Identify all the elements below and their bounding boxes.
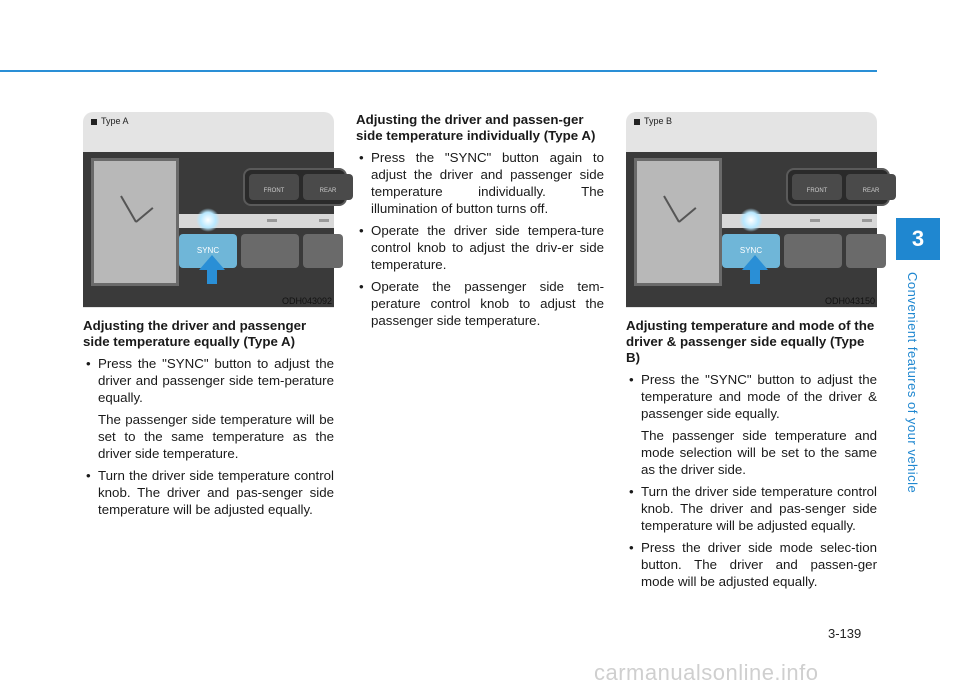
sync-button[interactable]: SYNC bbox=[179, 234, 237, 268]
top-rule bbox=[0, 70, 877, 72]
list-item: • Press the "SYNC" button to adjust the driver and passenger side tem-perature equally. bbox=[83, 355, 334, 406]
pointer-arrow-stem bbox=[750, 270, 760, 284]
list-item: • Press the driver side mode selec-tion button. The driver and passen-ger mode will be adjusted equally. bbox=[626, 539, 877, 590]
front-defrost-button[interactable]: FRONT bbox=[792, 174, 842, 200]
indicator-light-icon bbox=[739, 208, 763, 232]
instruction-list bbox=[83, 355, 334, 406]
pointer-arrow-stem bbox=[207, 270, 217, 284]
clock-hand bbox=[120, 196, 137, 223]
indicator-light-icon bbox=[196, 208, 220, 232]
clock-hand bbox=[663, 196, 680, 223]
analog-clock bbox=[91, 158, 179, 286]
square-bullet-icon bbox=[91, 119, 97, 125]
chapter-title: Convenient features of your vehicle bbox=[905, 272, 920, 494]
list-item: • Operate the driver side tempera-ture control knob to adjust the driv-er side temperature. bbox=[356, 222, 604, 273]
instruction-list bbox=[626, 483, 877, 590]
list-item: • Turn the driver side temperature control knob. The driver and pas-senger side temperature will be adjusted equally. bbox=[626, 483, 877, 534]
square-bullet-icon bbox=[634, 119, 640, 125]
indicator-dash bbox=[319, 219, 329, 222]
instruction-list bbox=[356, 149, 604, 329]
front-defrost-button[interactable]: FRONT bbox=[249, 174, 299, 200]
sync-button[interactable]: SYNC bbox=[722, 234, 780, 268]
clock-hand bbox=[135, 207, 153, 223]
list-item: • Turn the driver side temperature control knob. The driver and pas-senger side temperature will be adjusted equally. bbox=[83, 467, 334, 518]
list-item: • Press the "SYNC" button again to adjust the driver and passenger side temperature individually. The illumination of button turns off. bbox=[356, 149, 604, 217]
figure-type-label: Type B bbox=[634, 116, 672, 126]
indicator-dash bbox=[267, 219, 277, 222]
clock-hand bbox=[678, 207, 696, 223]
chapter-tab bbox=[896, 218, 940, 260]
chapter-number: 3 bbox=[911, 226, 925, 251]
section-heading: Adjusting the driver and passenger side temperature equally (Type A) bbox=[83, 318, 307, 349]
indicator-dash bbox=[810, 219, 820, 222]
section-equal-type-b bbox=[626, 318, 877, 595]
list-note: The passenger side temperature and mode selection will be set to the same as the driver side. bbox=[641, 428, 877, 477]
instruction-list bbox=[626, 371, 877, 422]
figure-type-b bbox=[626, 112, 880, 308]
recirculation-button[interactable] bbox=[241, 234, 299, 268]
rear-defrost-button[interactable]: REAR bbox=[303, 174, 353, 200]
section-individual-type-a bbox=[356, 112, 604, 334]
figure-type-a bbox=[83, 112, 337, 308]
figure-code: ODH043092 bbox=[281, 296, 332, 306]
list-item: • Operate the passenger side tem-perature control knob to adjust the passenger side temperature. bbox=[356, 278, 604, 329]
indicator-dash bbox=[862, 219, 872, 222]
section-equal-type-a bbox=[83, 318, 334, 523]
section-heading: Adjusting the driver and passen-ger side temperature individually (Type A) bbox=[356, 112, 596, 143]
list-note: The passenger side temperature will be set to the same temperature as the driver side temperature. bbox=[98, 412, 334, 461]
mode-button[interactable] bbox=[784, 234, 842, 268]
analog-clock bbox=[634, 158, 722, 286]
section-heading: Adjusting temperature and mode of the driver & passenger side equally (Type B) bbox=[626, 318, 875, 365]
defrost-button-group bbox=[786, 168, 890, 206]
fresh-air-button[interactable] bbox=[303, 234, 343, 268]
list-item: • Press the "SYNC" button to adjust the temperature and mode of the driver & passenger side equally. bbox=[626, 371, 877, 422]
rear-defrost-button[interactable]: REAR bbox=[846, 174, 896, 200]
instruction-list bbox=[83, 467, 334, 518]
page-number: 3-139 bbox=[828, 626, 862, 641]
defrost-button-group bbox=[243, 168, 347, 206]
pointer-arrow-icon bbox=[742, 255, 768, 270]
figure-code: ODH043150 bbox=[824, 296, 875, 306]
mode-button[interactable] bbox=[846, 234, 886, 268]
watermark: carmanualsonline.info bbox=[594, 660, 819, 685]
pointer-arrow-icon bbox=[199, 255, 225, 270]
figure-type-label: Type A bbox=[91, 116, 129, 126]
